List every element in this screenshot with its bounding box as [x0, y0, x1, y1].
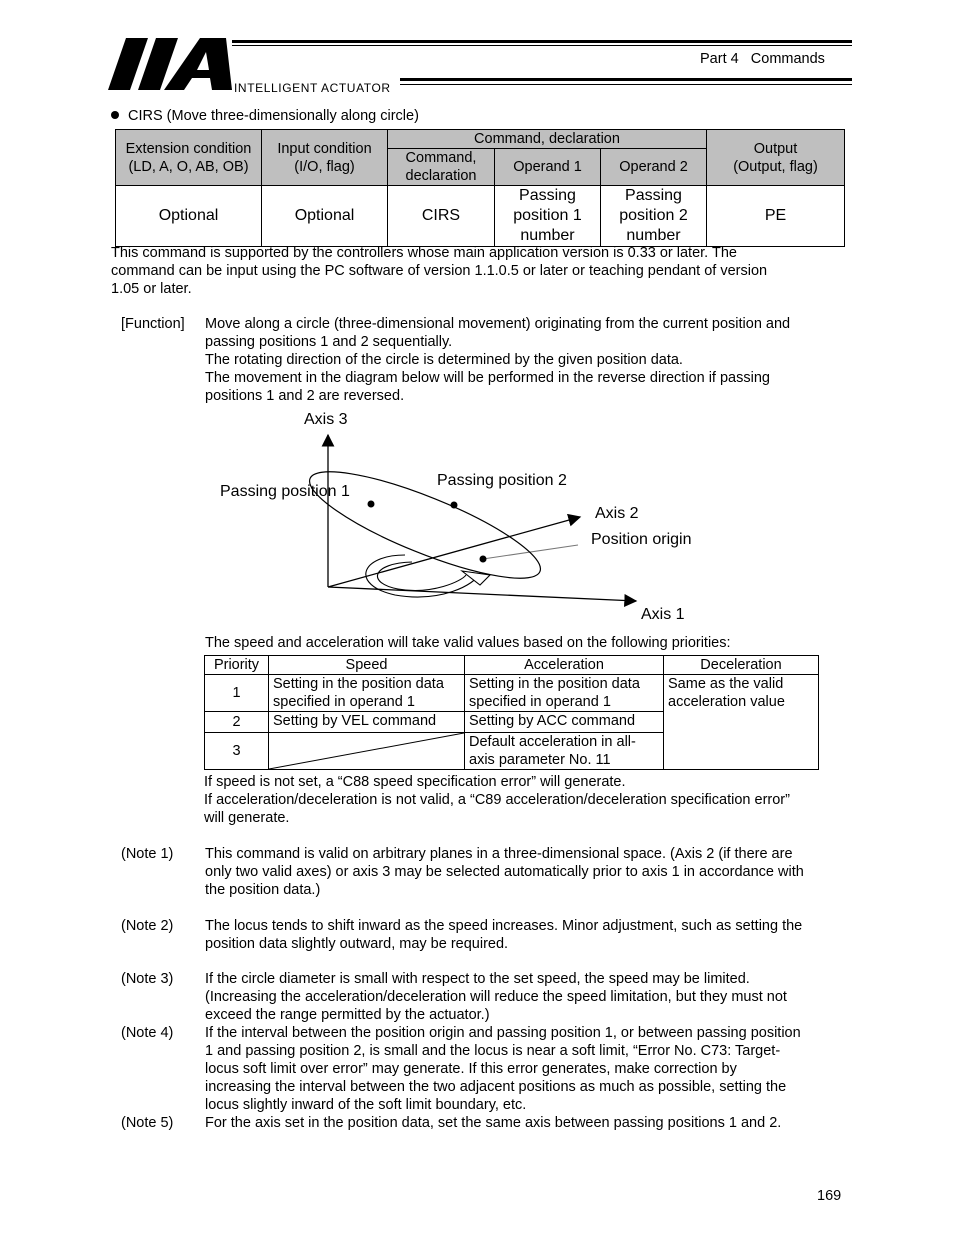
note4-body: If the interval between the position origin and passing position 1, or between passing position 1 and passing position 2, is small and the locus is near a soft limit, “Error No. C73: Target- locus soft limit over error” may generate. If this error generates, make correction by increasing the interval between the two adjacent positions as much as possible, setting the locus slightly inward of the soft limit boundary, etc.	[205, 1025, 801, 1113]
function-body: Move along a circle (three-dimensional movement) originating from the current position and passing positions 1 and 2 sequentially. The rotating direction of the circle is determined by the given position data. The movement in the diagram below will be performed in the reverse direction if passing positions 1 and 2 are reversed.	[205, 316, 791, 404]
axis1-label: Axis 1	[641, 606, 685, 623]
command-table	[115, 129, 845, 247]
deceleration-header: Deceleration	[664, 656, 819, 675]
deceleration-cell: Same as the valid acceleration value	[664, 675, 819, 770]
output-cell: PE	[707, 186, 845, 247]
extension-condition-header: Extension condition (LD, A, O, AB, OB)	[116, 130, 262, 186]
operand1-header: Operand 1	[495, 149, 601, 186]
passing-position-1-point	[368, 501, 375, 508]
passing-position-1-label: Passing position 1	[220, 483, 350, 500]
note3-label: (Note 3)	[121, 971, 174, 987]
section-label: Commands	[750, 51, 825, 67]
passing-position-2-label: Passing position 2	[437, 472, 567, 489]
output-header: Output (Output, flag)	[707, 130, 845, 186]
note4-label: (Note 4)	[121, 1025, 174, 1041]
header-rule-top	[232, 40, 852, 43]
position-origin-point	[480, 556, 487, 563]
command-cell: CIRS	[388, 186, 495, 247]
page-number: 169	[817, 1188, 842, 1204]
note2-body: The locus tends to shift inward as the speed increases. Minor adjustment, such as setting the position data slightly outward, may be required.	[205, 918, 803, 952]
priority-intro: The speed and acceleration will take valid values based on the following priorities:	[205, 635, 731, 651]
speed-cell: Setting in the position data specified in operand 1	[269, 675, 465, 712]
part-label: Part 4	[700, 51, 739, 67]
empty-cell-slash	[269, 733, 464, 769]
operand1-cell: Passing position 1 number	[495, 186, 601, 247]
command-declaration-header: Command, declaration	[388, 149, 495, 186]
acceleration-cell: Setting in the position data specified in operand 1	[465, 675, 664, 712]
table-row	[116, 186, 845, 247]
header-rule-top-thin	[232, 45, 852, 46]
priority-table	[204, 655, 819, 770]
priority-cell: 3	[205, 733, 269, 770]
acceleration-cell: Setting by ACC command	[465, 712, 664, 733]
axis2-label: Axis 2	[595, 505, 639, 522]
speed-cell-empty	[269, 733, 465, 770]
axis3-label: Axis 3	[304, 411, 348, 428]
acceleration-header: Acceleration	[465, 656, 664, 675]
operand2-cell: Passing position 2 number	[601, 186, 707, 247]
priority-header-row	[205, 656, 819, 675]
note3-body: If the circle diameter is small with respect to the set speed, the speed may be limited. (Increasing the acceleration/deceleration will reduce the speed limitation, but they must not exceed the range permitted by the actuator.)	[205, 971, 787, 1023]
header-rule-bottom	[400, 78, 852, 81]
operand2-header: Operand 2	[601, 149, 707, 186]
note5-body: For the axis set in the position data, set the same axis between passing positions 1 and 2.	[205, 1115, 782, 1131]
speed-cell: Setting by VEL command	[269, 712, 465, 733]
priority-header: Priority	[205, 656, 269, 675]
table-row	[205, 675, 819, 712]
extension-cell: Optional	[116, 186, 262, 247]
brand-text: INTELLIGENT ACTUATOR	[234, 81, 391, 95]
passing-position-2-point	[451, 502, 458, 509]
error-notes: If speed is not set, a “C88 speed specification error” will generate. If acceleration/deceleration is not valid, a “C89 acceleration/deceleration specification error” will generate.	[204, 774, 790, 826]
iai-logo	[108, 38, 238, 92]
support-note: This command is supported by the controllers whose main application version is 0.33 or later. The command can be input using the PC software of version 1.1.0.5 or later or teaching pendant of version 1.05 or later.	[111, 245, 768, 297]
acceleration-cell: Default acceleration in all- axis parameter No. 11	[465, 733, 664, 770]
bullet-icon	[111, 111, 119, 119]
rotation-arrow-inner	[377, 562, 466, 590]
note1-label: (Note 1)	[121, 846, 174, 862]
circle-movement-diagram	[200, 405, 720, 635]
command-group-header: Command, declaration	[388, 130, 707, 149]
priority-cell: 1	[205, 675, 269, 712]
priority-cell: 2	[205, 712, 269, 733]
header-part	[700, 50, 825, 68]
table-header-row	[116, 130, 845, 149]
input-condition-header: Input condition (I/O, flag)	[262, 130, 388, 186]
input-cell: Optional	[262, 186, 388, 247]
note5-label: (Note 5)	[121, 1115, 174, 1131]
position-origin-label: Position origin	[591, 531, 692, 548]
note1-body: This command is valid on arbitrary planes in a three-dimensional space. (Axis 2 (if there are only two valid axes) or axis 3 may be selected automatically prior to axis 1 in accordance with the position data.)	[205, 846, 804, 898]
rotation-arrow-head	[462, 571, 490, 585]
axis1-line	[328, 587, 636, 601]
note2-label: (Note 2)	[121, 918, 174, 934]
function-label: [Function]	[121, 316, 185, 332]
speed-header: Speed	[269, 656, 465, 675]
bullet-title-text: CIRS (Move three-dimensionally along circle)	[128, 108, 419, 124]
header-rule-bottom-thin	[400, 84, 852, 85]
bullet-title	[111, 107, 419, 125]
